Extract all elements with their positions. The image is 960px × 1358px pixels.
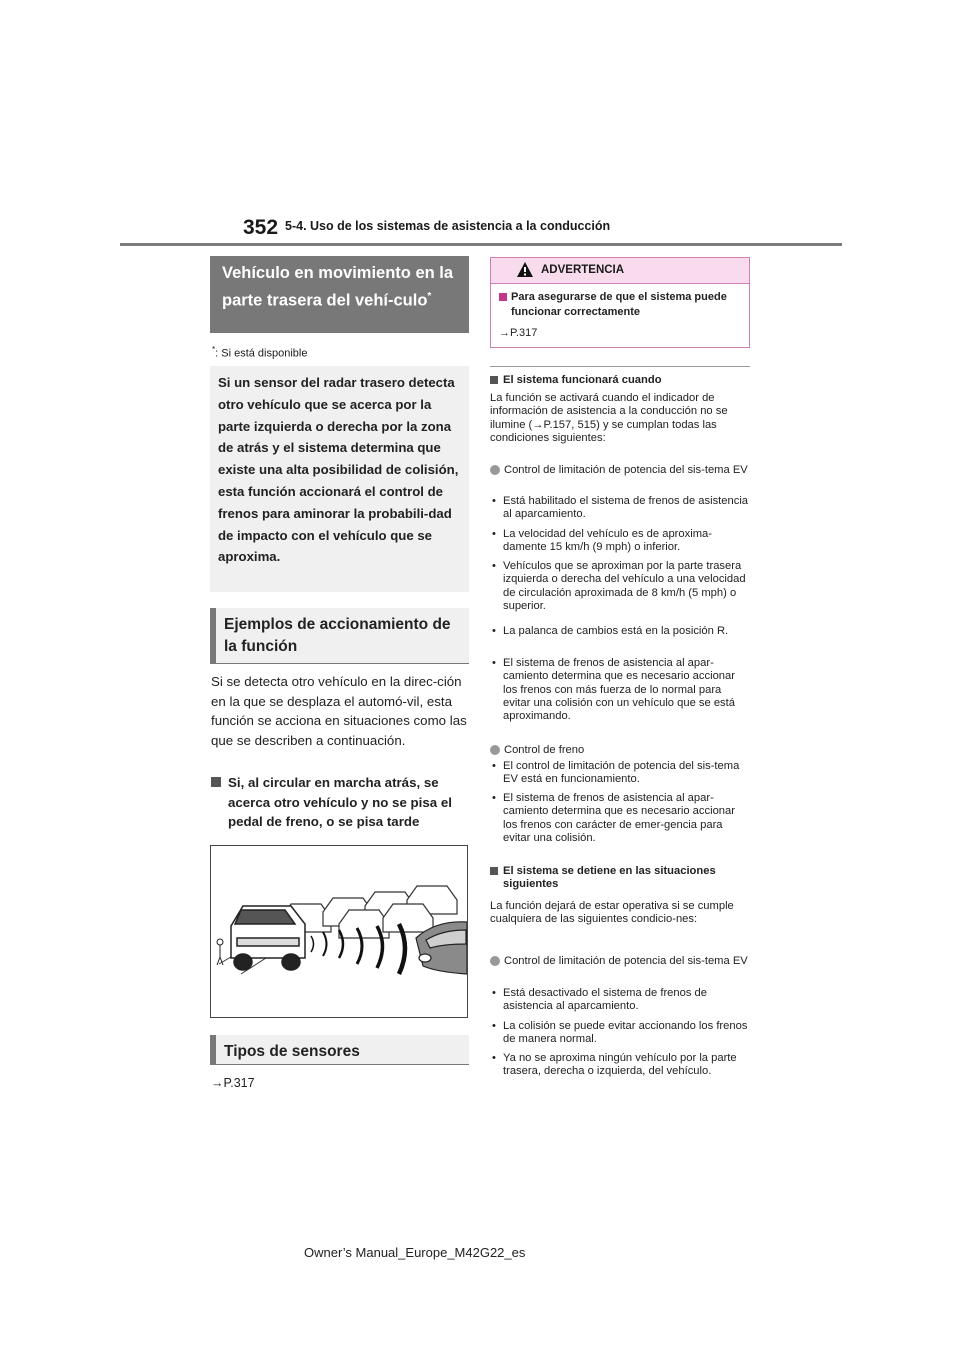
list-item-text: El control de limitación de potencia del sis-tema EV está en funcionamiento. [503, 760, 740, 786]
list-item [490, 528, 750, 555]
list-item-text: La palanca de cambios está en la posición R. [503, 625, 729, 637]
stop-heading [490, 865, 750, 892]
bullet-icon: • [492, 987, 496, 999]
list-item-text: Está desactivado el sistema de frenos de asistencia al aparcamiento. [503, 987, 707, 1013]
condition-power-limit-text: Control de limitación de potencia del sis-tema EV [504, 464, 748, 476]
bullet-icon: • [492, 625, 496, 637]
list-item [490, 1020, 750, 1047]
list-item-text: El sistema de frenos de asistencia al apar-camiento determina que es necesario accionar los frenos con carácter de emer-gencia para evitar una colisión. [503, 792, 735, 844]
footer-text: Owner’s Manual_Europe_M42G22_es [304, 1245, 526, 1260]
title-box-mark: * [427, 291, 432, 302]
stop-paragraph-text: La función dejará de estar operativa si se cumple cualquiera de las siguientes condicio-nes: [490, 900, 734, 926]
bullet-icon: • [492, 560, 496, 572]
warning-box [490, 257, 750, 348]
page-number: 352 [243, 216, 279, 239]
section-title: 5-4. Uso de los sistemas de asistencia a la conducción [285, 219, 611, 233]
illustration-reversing-cars [210, 845, 468, 1018]
example-heading-text: Si, al circular en marcha atrás, se acerca otro vehículo y no se pisa el pedal de freno, o se pisa tarde [228, 775, 452, 830]
operation-heading [490, 374, 662, 387]
square-bullet-icon [490, 376, 498, 384]
bullet-icon: • [492, 495, 496, 507]
bullet-icon: • [492, 657, 496, 669]
list-item-text: Ya no se aproxima ningún vehículo por la parte trasera, derecha o izquierda, del vehículo. [503, 1052, 737, 1078]
footnote-mark: * [212, 345, 216, 354]
heading-examples: Ejemplos de accionamiento de la función [210, 608, 469, 664]
stop-paragraph [490, 900, 750, 927]
list-item [490, 760, 750, 787]
bullet-icon: • [492, 528, 496, 540]
title-box-text: Vehículo en movimiento en la parte trasera del vehí-culo [222, 264, 454, 310]
list-item [490, 1052, 750, 1079]
list-item [490, 657, 750, 723]
square-bullet-icon [211, 777, 221, 787]
square-bullet-icon [490, 867, 498, 875]
condition-brake-control [490, 744, 750, 757]
circle-bullet-icon [490, 956, 500, 966]
warning-body [491, 284, 749, 340]
warning-heading: Para asegurarse de que el sistema puede funcionar correctamente [511, 291, 727, 318]
list-item [490, 625, 750, 638]
list-item-text: El sistema de frenos de asistencia al apar-camiento determina que es necesario accionar los frenos con más fuerza de lo normal para evitar una colisión con un vehículo que se está aproximando. [503, 657, 735, 723]
right-divider [490, 366, 750, 367]
list-item-text: Vehículos que se aproximan por la parte trasera izquierda o derecha del vehículo a una velocidad de circulación aproximada de 8 km/h (5 mph) o superior. [503, 560, 746, 612]
operation-heading-text: El sistema funcionará cuando [503, 374, 662, 386]
warning-title: ADVERTENCIA [541, 264, 625, 276]
bullet-icon: • [492, 1020, 496, 1032]
stop-condition-power-limit [490, 955, 750, 968]
list-item [490, 560, 750, 613]
stop-condition-text: Control de limitación de potencia del sis-tema EV [504, 955, 748, 967]
example-heading [211, 773, 469, 832]
condition-power-limit [490, 464, 750, 477]
warning-page-ref[interactable]: →P.317 [499, 326, 538, 339]
body-paragraph: Si se detecta otro vehículo en la direc-ción en la que se desplaza el automó-vil, esta función se acciona en situaciones como las que se describen a continuación. [211, 674, 467, 748]
title-box [210, 256, 469, 333]
warning-icon [516, 261, 534, 279]
header-rule [120, 243, 842, 246]
list-item [490, 792, 750, 845]
summary-box: Si un sensor del radar trasero detecta otro vehículo que se acerca por la parte izquierda o derecha por la zona de atrás y el sistema determina que existe una alta posibilidad de colisión, esta función accionará el control de frenos para aminorar la probabili-dad de impacto con el vehículo que se aproxima. [210, 366, 469, 592]
sensors-page-ref[interactable]: →P.317 [211, 1076, 255, 1090]
circle-bullet-icon [490, 465, 500, 475]
bullet-icon: • [492, 1052, 496, 1064]
footnote [212, 345, 307, 360]
heading-sensors: Tipos de sensores [210, 1035, 469, 1065]
parking-scene-illustration [211, 846, 467, 1017]
circle-bullet-icon [490, 745, 500, 755]
list-item [490, 987, 750, 1014]
list-item-text: Está habilitado el sistema de frenos de asistencia al aparcamiento. [503, 495, 749, 521]
warning-header [491, 258, 749, 284]
list-item-text: La velocidad del vehículo es de aproxima-damente 15 km/h (9 mph) o inferior. [503, 528, 712, 554]
list-item [490, 495, 750, 522]
stop-heading-text: El sistema se detiene en las situaciones siguientes [503, 865, 716, 891]
list-item-text: La colisión se puede evitar accionando los frenos de manera normal. [503, 1020, 748, 1046]
bullet-icon: • [492, 792, 496, 804]
operation-paragraph-text: La función se activará cuando el indicador de información de asistencia a la conducción no se ilumine (→P.157, 515) y se cumplan todas las condiciones siguientes: [490, 392, 728, 444]
footnote-text: : Si está disponible [215, 347, 308, 360]
bullet-icon: • [492, 760, 496, 772]
operation-paragraph [490, 392, 750, 445]
square-bullet-icon [499, 293, 507, 301]
condition-brake-control-text: Control de freno [504, 744, 585, 756]
